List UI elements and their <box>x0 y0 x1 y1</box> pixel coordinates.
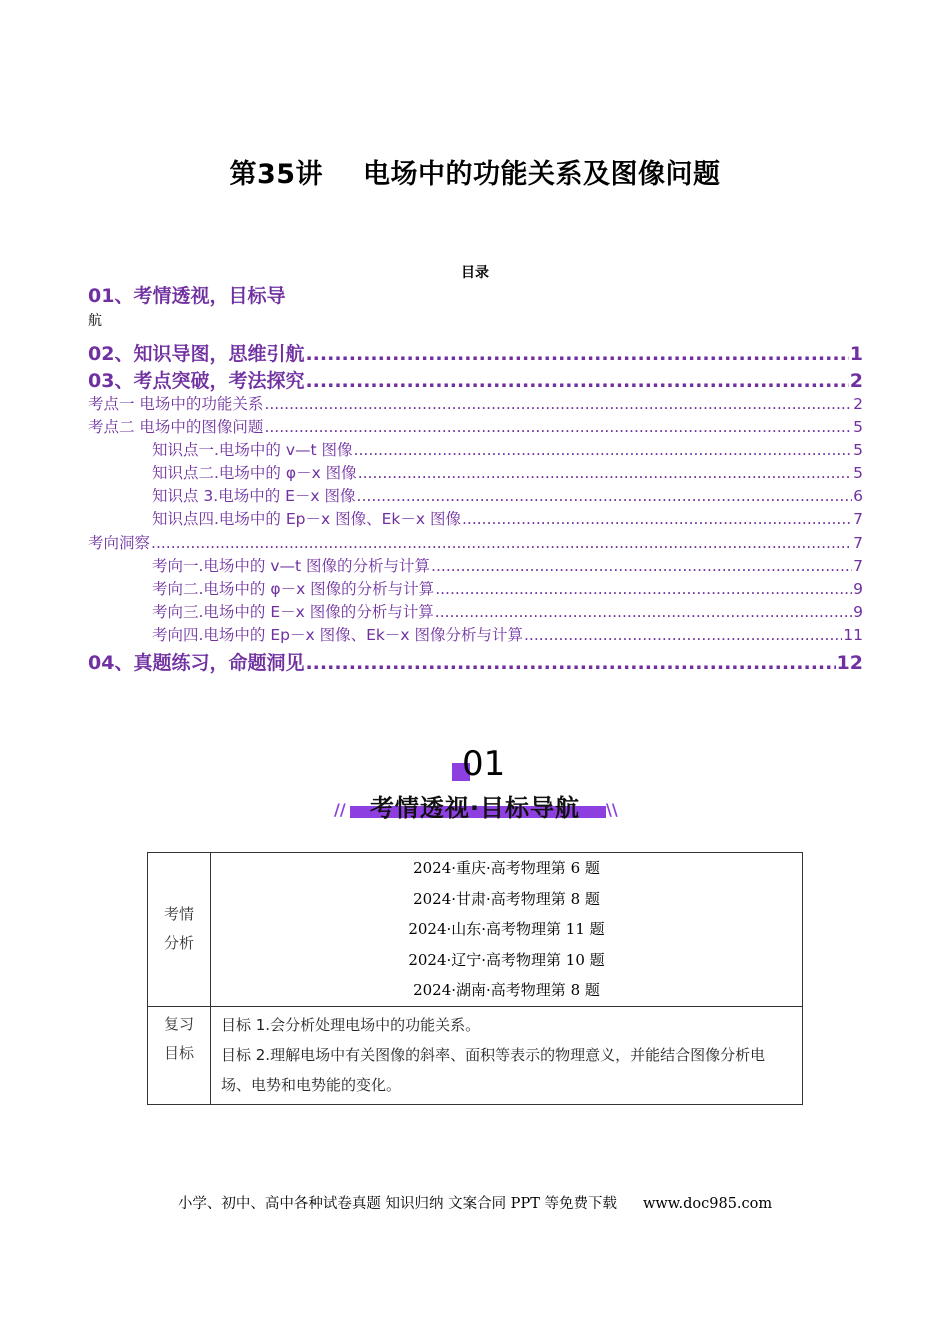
toc-leader <box>305 370 848 392</box>
toc-leader <box>354 441 853 459</box>
toc-label: 知识点二.电场中的 φ－x 图像 <box>152 464 357 482</box>
footer-url[interactable]: www.doc985.com <box>642 1196 773 1212</box>
toc-link-01-wrap[interactable]: 航 <box>88 313 102 329</box>
header-line: 分析 <box>163 934 194 953</box>
toc-link-zhishi-3[interactable] <box>152 484 863 506</box>
exam-goals-table <box>147 852 803 1105</box>
lecture-topic: 电场中的功能关系及图像问题 <box>363 159 721 190</box>
toc-page: 5 <box>853 418 863 436</box>
toc-page: 9 <box>853 603 863 621</box>
header-line: 考情 <box>163 905 194 924</box>
toc-page: 5 <box>853 441 863 459</box>
toc-link-02[interactable] <box>88 339 863 366</box>
toc-label: 知识点一.电场中的 v—t 图像 <box>152 441 353 459</box>
toc-link-kaoxiang-2[interactable] <box>152 577 863 599</box>
toc-leader <box>462 510 852 528</box>
toc-page: 2 <box>849 370 863 392</box>
toc-label: 02、知识导图，思维引航 <box>88 343 305 365</box>
toc-page: 1 <box>849 343 863 365</box>
toc-leader <box>151 534 852 552</box>
toc-page: 7 <box>853 557 863 575</box>
toc-heading: 目录 <box>461 265 489 281</box>
header-line: 复习 <box>163 1014 194 1033</box>
exam-analysis-header <box>148 853 211 1007</box>
toc-label: 03、考点突破，考法探究 <box>88 370 305 392</box>
toc-leader <box>435 580 852 598</box>
toc-page: 5 <box>853 464 863 482</box>
exam-item: 2024·甘肃·高考物理第 8 题 <box>413 889 600 908</box>
toc-link-01[interactable]: 01、考情透视，目标导 <box>88 285 286 307</box>
lecture-number: 第35讲 <box>229 159 324 190</box>
toc-leader <box>305 652 835 674</box>
footer-text: 小学、初中、高中各种试卷真题 知识归纳 文案合同 PPT 等免费下载 <box>177 1196 617 1212</box>
goal-2: 目标 2.理解电场中有关图像的斜率、面积等表示的物理意义，并能结合图像分析电场、电势和电势能的变化。 <box>221 1045 766 1094</box>
review-goals-header <box>148 1006 211 1104</box>
toc-leader <box>357 487 853 505</box>
toc-label: 知识点四.电场中的 Ep－x 图像、Ek－x 图像 <box>152 510 461 528</box>
toc-label: 04、真题练习，命题洞见 <box>88 652 305 674</box>
page-title <box>0 152 950 191</box>
toc-link-zhishi-4[interactable] <box>152 507 863 529</box>
toc-leader <box>435 603 852 621</box>
table-row <box>148 1006 803 1104</box>
toc-link-kaoxiang-3[interactable] <box>152 600 863 622</box>
toc-link-kaodian-2[interactable] <box>88 415 863 437</box>
toc-leader <box>431 557 852 575</box>
toc-link-kaoxiang-1[interactable] <box>152 554 863 576</box>
toc-label: 考点一 电场中的功能关系 <box>88 395 264 413</box>
slash-decoration-right: \\ <box>606 800 618 819</box>
toc-label: 考向四.电场中的 Ep－x 图像、Ek－x 图像分析与计算 <box>152 626 523 644</box>
toc-link-04[interactable] <box>88 648 863 675</box>
toc-leader <box>524 626 842 644</box>
toc-link-kaoxiang[interactable] <box>88 531 863 553</box>
toc-link-kaoxiang-4[interactable] <box>152 623 863 645</box>
toc-leader <box>305 343 848 365</box>
goals-cell <box>211 1006 803 1104</box>
toc-leader <box>264 395 852 413</box>
toc-page: 2 <box>853 395 863 413</box>
toc-label: 考点二 电场中的图像问题 <box>88 418 264 436</box>
toc-label: 考向三.电场中的 E－x 图像的分析与计算 <box>152 603 434 621</box>
toc-link-kaodian-1[interactable] <box>88 392 863 414</box>
toc-page: 11 <box>843 626 863 644</box>
toc-label: 考向洞察 <box>88 534 151 552</box>
exam-item: 2024·山东·高考物理第 11 题 <box>408 920 605 939</box>
toc-leader <box>358 464 852 482</box>
header-line: 目标 <box>163 1043 194 1062</box>
toc-label: 知识点 3.电场中的 E－x 图像 <box>152 487 356 505</box>
page-footer <box>0 1192 950 1213</box>
toc-page: 6 <box>853 487 863 505</box>
toc-leader <box>264 418 852 436</box>
exam-list-cell <box>211 853 803 1007</box>
exam-item: 2024·重庆·高考物理第 6 题 <box>413 859 600 877</box>
toc-label: 考向一.电场中的 v—t 图像的分析与计算 <box>152 557 431 575</box>
section-number: 01 <box>462 744 506 784</box>
toc-label: 考向二.电场中的 φ－x 图像的分析与计算 <box>152 580 435 598</box>
toc-page: 12 <box>836 652 863 674</box>
toc-page: 7 <box>853 510 863 528</box>
exam-item: 2024·湖南·高考物理第 8 题 <box>413 981 600 1000</box>
toc-page: 7 <box>853 534 863 552</box>
section-heading: 考情透视·目标导航 <box>369 794 581 822</box>
table-row <box>148 853 803 1007</box>
slash-decoration-left: // <box>334 800 346 819</box>
toc-link-zhishi-1[interactable] <box>152 438 863 460</box>
exam-item: 2024·辽宁·高考物理第 10 题 <box>408 950 605 969</box>
goal-1: 目标 1.会分析处理电场中的功能关系。 <box>221 1015 481 1034</box>
toc-link-03[interactable] <box>88 366 863 393</box>
toc-link-zhishi-2[interactable] <box>152 461 863 483</box>
toc-page: 9 <box>853 580 863 598</box>
